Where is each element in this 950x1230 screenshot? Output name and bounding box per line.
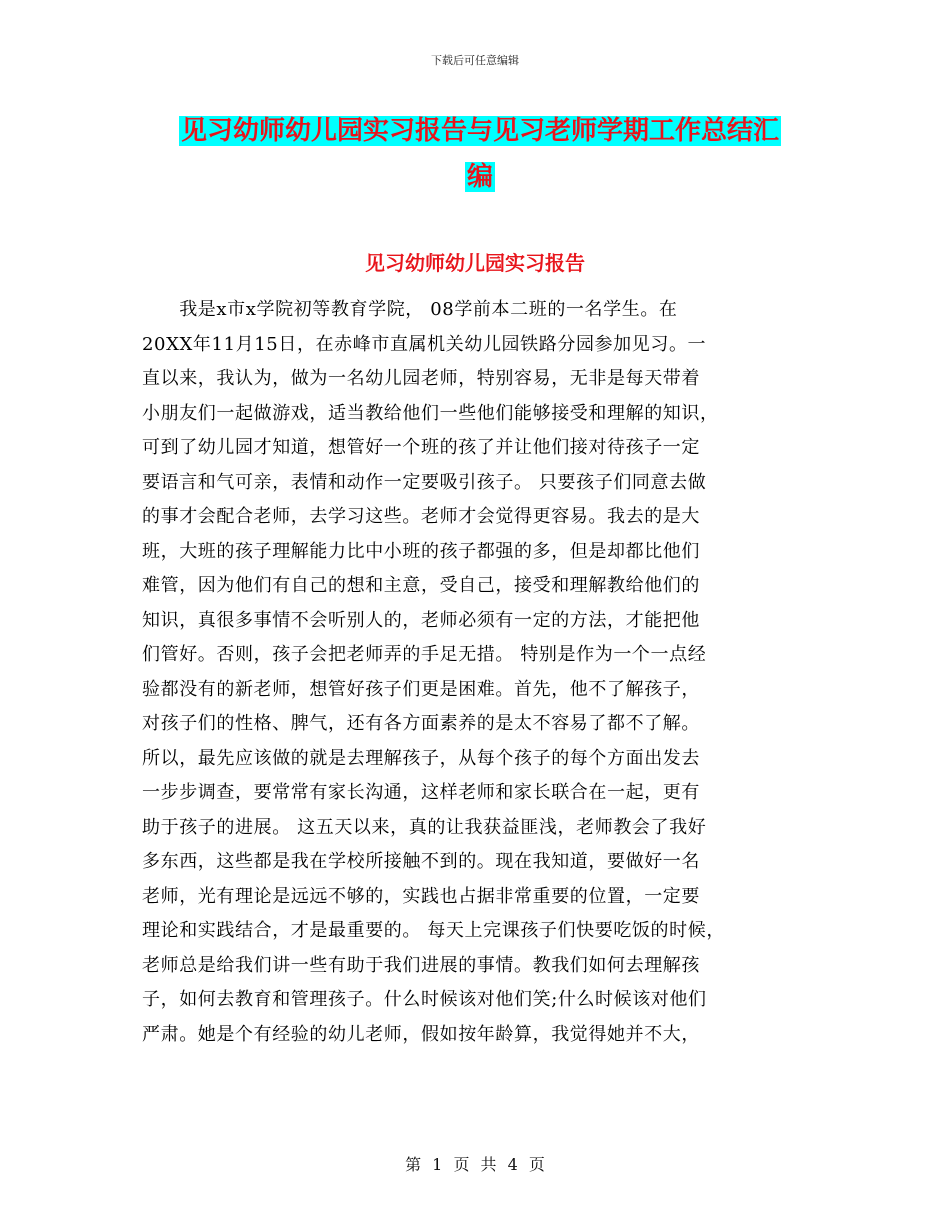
body-line: 子，如何去教育和管理孩子。什么时候该对他们笑;什么时候该对他们 bbox=[142, 989, 707, 1010]
body-line: 知识，真很多事情不会听别人的，老师必须有一定的方法，才能把他 bbox=[142, 609, 700, 631]
body-line: 直以来，我认为，做为一名幼儿园老师，特别容易，无非是每天带着 bbox=[142, 368, 700, 389]
body-line: 多东西，这些都是我在学校所接触不到的。现在我知道，要做好一名 bbox=[142, 851, 700, 872]
section-title: 见习幼师幼儿园实习报告 bbox=[365, 251, 585, 275]
body-line: 20XX年11月15日，在赤峰市直属机关幼儿园铁路分园参加见习。一 bbox=[142, 333, 707, 355]
page-number: 第 1 页 共 4 页 bbox=[405, 1155, 545, 1174]
body-line: 可到了幼儿园才知道，想管好一个班的孩了并让他们接对待孩子一定 bbox=[142, 437, 700, 458]
document-title-line-1: 见习幼师幼儿园实习报告与见习老师学期工作总结汇 bbox=[180, 116, 779, 146]
body-line: 难管，因为他们有自己的想和主意，受自己，接受和理解教给他们的 bbox=[142, 575, 700, 596]
body-line: 理论和实践结合，才是最重要的。 每天上完课孩子们快要吃饭的时候， bbox=[142, 920, 725, 941]
body-line: 小朋友们一起做游戏，适当教给他们一些他们能够接受和理解的知识， bbox=[142, 402, 719, 424]
body-line: 老师，光有理论是远远不够的，实践也占据非常重要的位置，一定要 bbox=[142, 885, 700, 907]
body-line: 老师总是给我们讲一些有助于我们进展的事情。教我们如何去理解孩 bbox=[142, 954, 700, 976]
body-line: 的事才会配合老师，去学习这些。老师才会觉得更容易。我去的是大 bbox=[142, 506, 700, 527]
body-line: 对孩子们的性格、脾气，还有各方面素养的是太不容易了都不了解。 bbox=[142, 713, 700, 734]
body-line: 们管好。否则，孩子会把老师弄的手足无措。 特别是作为一个一点经 bbox=[142, 644, 707, 665]
document-title-line-2: 编 bbox=[466, 162, 493, 192]
body-line: 班，大班的孩子理解能力比中小班的孩子都强的多，但是却都比他们 bbox=[142, 540, 700, 562]
body-line: 要语言和气可亲，表情和动作一定要吸引孩子。 只要孩子们同意去做 bbox=[142, 471, 707, 493]
body-line: 所以，最先应该做的就是去理解孩子，从每个孩子的每个方面出发去 bbox=[142, 747, 700, 769]
body-text bbox=[142, 293, 810, 1052]
body-line: 一步步调查，要常常有家长沟通，这样老师和家长联合在一起，更有 bbox=[142, 782, 700, 803]
body-line: 验都没有的新老师，想管好孩子们更是困难。首先，他不了解孩子， bbox=[142, 678, 700, 700]
body-line: 助于孩子的进展。 这五天以来，真的让我获益匪浅，老师教会了我好 bbox=[142, 816, 707, 838]
page-header-note: 下载后可任意编辑 bbox=[431, 54, 519, 67]
document-title bbox=[150, 108, 810, 200]
body-line: 严肃。她是个有经验的幼儿老师，假如按年龄算，我觉得她并不大， bbox=[142, 1023, 700, 1045]
body-line: 我是x市x学院初等教育学院， 08学前本二班的一名学生。在 bbox=[142, 299, 678, 320]
